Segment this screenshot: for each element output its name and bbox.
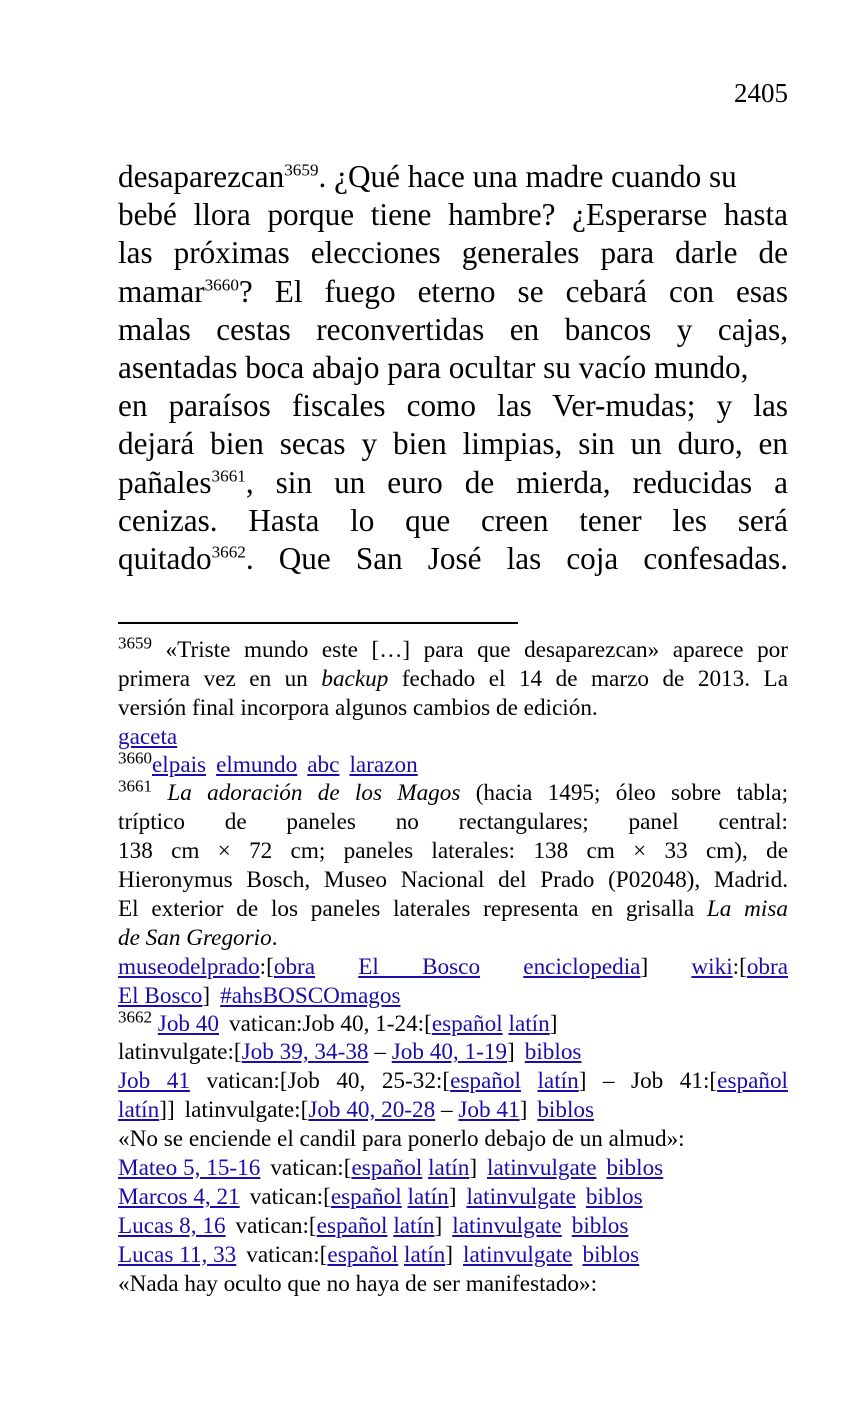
text-run: :[ bbox=[732, 954, 747, 980]
link-espanol[interactable]: español bbox=[351, 1155, 423, 1181]
footnote-line bbox=[118, 924, 788, 953]
text-run: ] – Job 41:[ bbox=[578, 1068, 718, 1094]
text-run: ] bbox=[448, 1184, 457, 1210]
italic-text: La misa bbox=[706, 896, 788, 922]
text-run: . Que San José las coja confesadas. bbox=[245, 541, 788, 577]
text-line bbox=[118, 464, 788, 502]
text-run: «Triste mundo este […] para que desaparezcan» aparece por bbox=[165, 637, 789, 663]
text-line: asentadas boca abajo para ocultar su vacío mundo, bbox=[118, 350, 749, 386]
link-espanol[interactable]: español bbox=[717, 1068, 788, 1094]
footnote-line bbox=[118, 1038, 788, 1067]
link-latinvulgate[interactable]: latinvulgate bbox=[452, 1213, 562, 1239]
text-run: mamar bbox=[118, 273, 205, 309]
text-run: :[ bbox=[259, 954, 274, 980]
text-line: bebé llora porque tiene hambre? ¿Esperarse hasta bbox=[118, 197, 788, 233]
link-job-40-20-28[interactable]: Job 40, 20-28 bbox=[308, 1097, 436, 1123]
link-espanol[interactable]: español bbox=[431, 1011, 503, 1037]
footnote-line bbox=[118, 1212, 788, 1241]
text-line: cenizas. Hasta lo que creen tener les será bbox=[118, 502, 788, 538]
text-run: , sin un euro de mierda, reducidas a bbox=[245, 464, 788, 500]
link-wiki[interactable]: wiki bbox=[691, 954, 733, 980]
italic-text: backup bbox=[321, 666, 389, 692]
link-marcos[interactable]: Marcos 4, 21 bbox=[118, 1184, 240, 1210]
link-espanol[interactable]: español bbox=[450, 1068, 521, 1094]
text-run: El exterior de los paneles laterales representa en grisalla bbox=[118, 896, 707, 922]
footnote-line bbox=[118, 1007, 788, 1038]
footnote-ref: 3662 bbox=[211, 542, 246, 562]
footnote-line bbox=[118, 1241, 788, 1270]
text-run: desaparezcan bbox=[118, 159, 285, 194]
link-mateo[interactable]: Mateo 5, 15-16 bbox=[118, 1155, 261, 1181]
link-biblos[interactable]: biblos bbox=[582, 1242, 640, 1268]
link-job-40[interactable]: Job 40 bbox=[157, 1011, 219, 1037]
footnote-ref: 3659 bbox=[284, 160, 319, 180]
footnote-line: tríptico de paneles no rectangulares; panel central: bbox=[118, 809, 788, 835]
link-latinvulgate[interactable]: latinvulgate bbox=[466, 1184, 576, 1210]
link-espanol[interactable]: español bbox=[330, 1184, 402, 1210]
link-latinvulgate[interactable]: latinvulgate bbox=[487, 1155, 597, 1181]
footnote-line bbox=[118, 1183, 788, 1212]
link-job-41[interactable]: Job 41 bbox=[118, 1068, 190, 1094]
footnote-line bbox=[118, 982, 788, 1011]
link-abc[interactable]: abc bbox=[307, 752, 340, 778]
footnote-ref: 3661 bbox=[211, 466, 246, 486]
link-latin[interactable]: latín bbox=[393, 1213, 435, 1239]
link-latin[interactable]: latín bbox=[118, 1097, 160, 1123]
footnote-line: «Nada hay oculto que no haya de ser manifestado»: bbox=[118, 1271, 598, 1297]
footnote-line bbox=[118, 895, 788, 924]
text-line bbox=[118, 158, 788, 196]
text-line bbox=[118, 273, 788, 311]
footnote-number: 3661 bbox=[118, 776, 152, 796]
italic-text: de San Gregorio bbox=[118, 925, 272, 951]
text-run: latinvulgate:[ bbox=[184, 1097, 309, 1123]
text-run: vatican:[ bbox=[235, 1213, 317, 1239]
link-latin[interactable]: latín bbox=[508, 1011, 550, 1037]
text-run: – bbox=[368, 1039, 392, 1065]
text-run: vatican:[Job 40, 25-32:[ bbox=[206, 1068, 451, 1094]
text-run: vatican:Job 40, 1-24:[ bbox=[229, 1011, 432, 1037]
link-hashtag[interactable]: #ahsBOSCOmagos bbox=[220, 983, 401, 1009]
link-espanol[interactable]: español bbox=[327, 1242, 399, 1268]
link-el-bosco[interactable]: El Bosco bbox=[358, 954, 481, 980]
link-latin[interactable]: latín bbox=[404, 1242, 446, 1268]
text-line: en paraísos fiscales como las Ver-mudas; y las bbox=[118, 388, 788, 424]
text-line: dejará bien secas y bien limpias, sin un duro, en bbox=[118, 426, 788, 462]
text-run: pañales bbox=[118, 464, 212, 500]
text-line: las próximas elecciones generales para darle de bbox=[118, 235, 788, 271]
link-museodelprado[interactable]: museodelprado bbox=[118, 954, 260, 980]
link-enciclopedia[interactable]: enciclopedia bbox=[523, 954, 641, 980]
text-line bbox=[118, 540, 788, 578]
text-run: ] bbox=[445, 1242, 453, 1268]
text-run: vatican:[ bbox=[249, 1184, 331, 1210]
text-run: ] bbox=[202, 983, 211, 1009]
text-run: quitado bbox=[118, 541, 212, 577]
link-obra[interactable]: obra bbox=[273, 954, 316, 980]
link-biblos[interactable]: biblos bbox=[606, 1155, 664, 1181]
footnote-line bbox=[118, 748, 788, 779]
text-run: – bbox=[435, 1097, 459, 1123]
italic-text: La adoración de los Magos bbox=[167, 780, 461, 806]
text-run: vatican:[ bbox=[270, 1155, 352, 1181]
text-run: ]] bbox=[159, 1097, 175, 1123]
text-run: fechado el 14 de marzo de 2013. La bbox=[388, 666, 788, 692]
footnote-line bbox=[118, 953, 788, 982]
footnote-number: 3662 bbox=[118, 1007, 152, 1027]
footnote-line: Hieronymus Bosch, Museo Nacional del Prado (P02048), Madrid. bbox=[118, 867, 788, 893]
footnote-number: 3659 bbox=[118, 633, 152, 653]
text-run: ] bbox=[640, 954, 649, 980]
footnotes bbox=[118, 633, 789, 1299]
text-run: latinvulgate:[ bbox=[118, 1039, 242, 1065]
link-latin[interactable]: latín bbox=[407, 1184, 449, 1210]
footnote-line bbox=[118, 1067, 788, 1096]
footnote-line: «No se enciende el candil para ponerlo debajo de un almud»: bbox=[118, 1126, 685, 1152]
footnote-line: 138 cm × 72 cm; paneles laterales: 138 cm × 33 cm), de bbox=[118, 838, 788, 864]
link-lucas-8[interactable]: Lucas 8, 16 bbox=[118, 1213, 226, 1239]
text-run: primera vez en un bbox=[118, 666, 322, 692]
text-run: ? El fuego eterno se cebará con esas bbox=[238, 273, 788, 309]
text-run: ] bbox=[469, 1155, 478, 1181]
footnote-line: versión final incorpora algunos cambios de edición. bbox=[118, 695, 598, 721]
link-larazon[interactable]: larazon bbox=[349, 752, 418, 778]
link-latin[interactable]: latín bbox=[537, 1068, 579, 1094]
link-biblos[interactable]: biblos bbox=[585, 1184, 643, 1210]
footnote-line bbox=[118, 1154, 788, 1183]
footnote-ref: 3660 bbox=[204, 275, 239, 295]
link-latin[interactable]: latín bbox=[428, 1155, 470, 1181]
link-elmundo[interactable]: elmundo bbox=[216, 752, 298, 778]
link-job-39[interactable]: Job 39, 34-38 bbox=[241, 1039, 369, 1065]
footnote-line bbox=[118, 633, 789, 665]
footnote-line bbox=[118, 1096, 788, 1125]
link-biblos[interactable]: biblos bbox=[524, 1039, 582, 1065]
footnote-line bbox=[118, 665, 788, 694]
link-wiki-el-bosco[interactable]: El Bosco bbox=[118, 983, 203, 1009]
footnote-number: 3660 bbox=[118, 748, 152, 768]
link-wiki-obra[interactable]: obra bbox=[746, 954, 789, 980]
page-number: 2405 bbox=[734, 78, 788, 108]
text-run: . ¿Qué hace una madre cuando su bbox=[318, 159, 737, 194]
text-run: ] bbox=[507, 1039, 515, 1065]
link-gaceta[interactable]: gaceta bbox=[118, 724, 178, 750]
link-elpais[interactable]: elpais bbox=[152, 752, 207, 778]
link-job-41b[interactable]: Job 41 bbox=[458, 1097, 520, 1123]
text-run: ] bbox=[434, 1213, 443, 1239]
link-lucas-11[interactable]: Lucas 11, 33 bbox=[118, 1242, 237, 1268]
text-line: malas cestas reconvertidas en bancos y cajas, bbox=[118, 311, 788, 347]
main-text bbox=[118, 158, 788, 578]
link-biblos[interactable]: biblos bbox=[537, 1097, 595, 1123]
text-run: . bbox=[271, 925, 278, 951]
link-job-40-1-19[interactable]: Job 40, 1-19 bbox=[391, 1039, 508, 1065]
link-latinvulgate[interactable]: latinvulgate bbox=[463, 1242, 573, 1268]
link-espanol[interactable]: español bbox=[316, 1213, 388, 1239]
text-run: ] bbox=[549, 1011, 558, 1037]
link-biblos[interactable]: biblos bbox=[571, 1213, 629, 1239]
text-run: ] bbox=[519, 1097, 528, 1123]
footnote-line bbox=[118, 723, 788, 752]
text-run: vatican:[ bbox=[246, 1242, 328, 1268]
footnote-separator bbox=[118, 622, 518, 624]
footnote-line bbox=[118, 776, 789, 808]
text-run: (hacia 1495; óleo sobre tabla; bbox=[460, 780, 789, 806]
